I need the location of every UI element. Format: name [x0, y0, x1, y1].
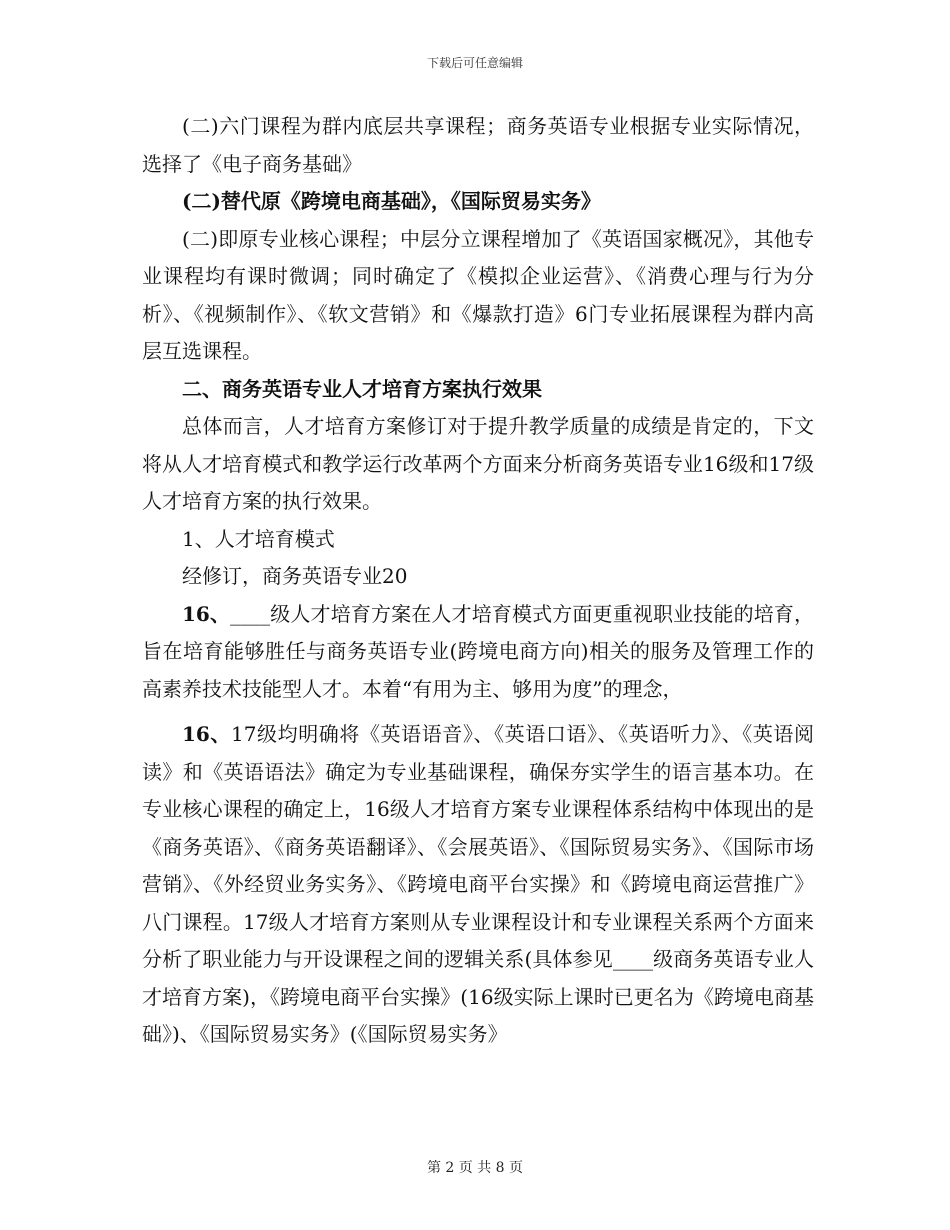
document-body [142, 108, 814, 1054]
paragraph-text: ____级人才培育方案在人才培育模式方面更重视职业技能的培育，旨在培育能够胜任与商务英语专业(跨境电商方向)相关的服务及管理工作的高素养技术技能型人才。本着“有用为主、够用为度”的理念， [142, 601, 814, 701]
section-heading-execution-effect: 二、商务英语专业人才培育方案执行效果 [182, 376, 542, 401]
paragraph-lead-number: 16、 [182, 601, 231, 626]
paragraph-replacement-heading: (二)替代原《跨境电商基础》，《国际贸易实务》 [182, 189, 601, 213]
paragraph-training-goal [142, 596, 814, 709]
paragraph-text: 17级均明确将《英语语音》、《英语口语》、《英语听力》、《英语阅读》和《英语语法》确定为专业基础课程，确保夯实学生的语言基本功。在专业核心课程的确定上，16级人才培育方案专业课程体系结构中体现出的是《商务英语》、《商务英语翻译》、《会展英语》、《国际贸易实务》、《国际市场营销》、《外经贸业务实务》、《跨境电商平台实操》和《跨境电商运营推广》八门课程。17级人才培育方案则从专业课程设计和专业课程关系两个方面来分析了职业能力与开设课程之间的逻辑关系(具体参见____级商务英语专业人才培育方案)，《跨境电商平台实操》(16级实际上课时已更名为《跨境电商基础》)、《国际贸易实务》(《国际贸易实务》 [142, 722, 814, 1046]
paragraph-lead-number: 16、 [182, 722, 232, 746]
paragraph-course-sharing: (二)六门课程为群内底层共享课程；商务英语专业根据专业实际情况，选择了《电子商务基础》 [142, 114, 814, 176]
subheading-training-mode: 1、人才培育模式 [182, 526, 335, 551]
paragraph-revision: 经修订，商务英语专业20 [182, 564, 408, 588]
paragraph-course-structure [142, 716, 814, 1054]
paragraph-overview: 总体而言，人才培育方案修订对于提升教学质量的成绩是肯定的，下文将从人才培育模式和教学运行改革两个方面来分析商务英语专业16级和17级人才培育方案的执行效果。 [142, 414, 814, 513]
page-header: 下载后可任意编辑 [426, 56, 523, 70]
page-footer: 第 2 页 共 8 页 [426, 1160, 524, 1176]
paragraph-core-courses: (二)即原专业核心课程；中层分立课程增加了《英语国家概况》，其他专业课程均有课时微调；同时确定了《模拟企业运营》、《消费心理与行为分析》、《视频制作》、《软文营销》和《爆款打造》6门专业拓展课程为群内高层互选课程。 [142, 226, 814, 363]
